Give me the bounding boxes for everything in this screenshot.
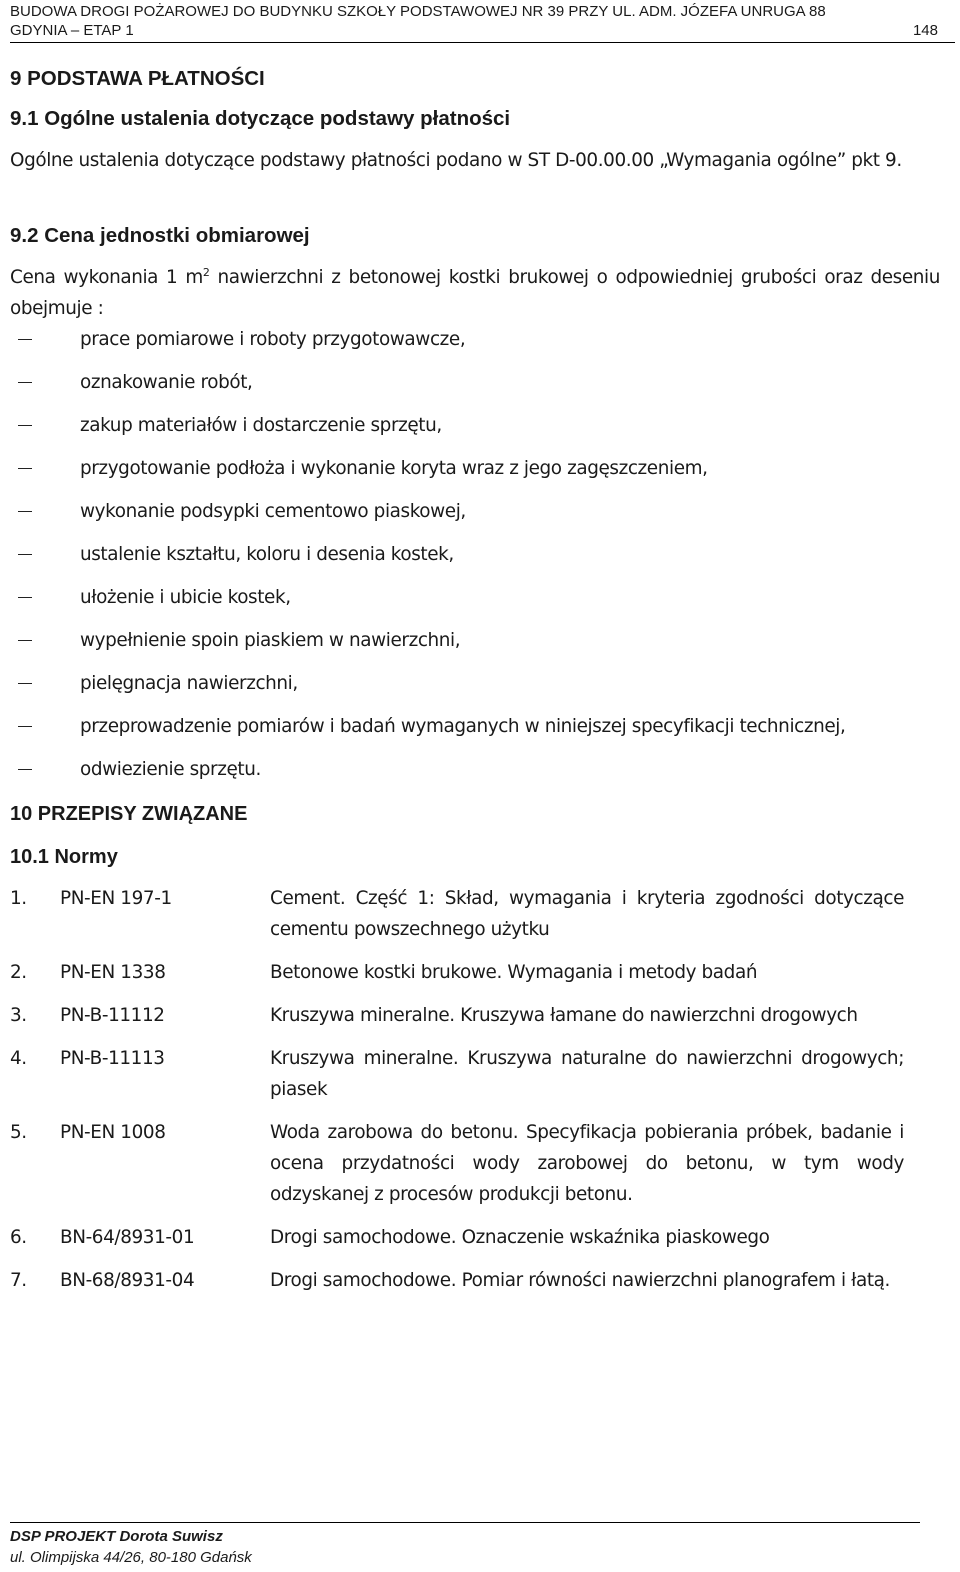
dash-bullet-icon — [18, 726, 32, 727]
header-divider — [10, 42, 955, 43]
list-item: odwiezienie sprzętu. — [10, 754, 940, 785]
standard-description: Woda zarobowa do betonu. Specyfikacja pobierania próbek, badanie i ocena przydatności wody zarobowej do betonu, w tym wody odzyskanej z procesów produkcji betonu. — [270, 1122, 904, 1205]
list-item: wypełnienie spoin piaskiem w nawierzchni, — [10, 625, 940, 656]
standard-number: 5. — [10, 1122, 27, 1143]
dash-bullet-icon — [18, 468, 32, 469]
standard-description: Betonowe kostki brukowe. Wymagania i metody badań — [270, 962, 758, 983]
section-9-heading: 9 PODSTAWA PŁATNOŚCI — [10, 67, 265, 90]
standard-item — [10, 1000, 940, 1031]
standard-code: PN-EN 197-1 — [60, 888, 172, 909]
standard-description: Cement. Część 1: Skład, wymagania i kryteria zgodności dotyczące cementu powszechnego użytku — [270, 888, 904, 940]
section-9-2-text: Cena wykonania 1 $m^2$ nawierzchni z betonowej kostki brukowej o odpowiedniej grubości oraz deseniu obejmuje : — [10, 265, 940, 319]
standard-item — [10, 1117, 940, 1210]
list-item: przygotowanie podłoża i wykonanie koryta wraz z jego zagęszczeniem, — [10, 453, 940, 484]
standard-item — [10, 1265, 940, 1296]
list-item: ułożenie i ubicie kostek, — [10, 582, 940, 613]
standard-number: 2. — [10, 962, 27, 983]
standard-code: PN-EN 1338 — [60, 962, 166, 983]
standard-description: Drogi samochodowe. Oznaczenie wskaźnika piaskowego — [270, 1227, 770, 1248]
standard-description: Kruszywa mineralne. Kruszywa łamane do nawierzchni drogowych — [270, 1005, 858, 1026]
list-item: wykonanie podsypki cementowo piaskowej, — [10, 496, 940, 527]
list-item: prace pomiarowe i roboty przygotowawcze, — [10, 324, 940, 355]
standard-item — [10, 1222, 940, 1253]
dash-bullet-icon — [18, 640, 32, 641]
dash-bullet-icon — [18, 769, 32, 770]
page-footer — [10, 1526, 252, 1568]
standard-code: PN-B-11113 — [60, 1048, 165, 1069]
dash-bullet-icon — [18, 597, 32, 598]
list-item: zakup materiałów i dostarczenie sprzętu, — [10, 410, 940, 441]
document-body — [10, 62, 940, 1308]
list-item: przeprowadzenie pomiarów i badań wymaganych w niniejszej specyfikacji technicznej, — [10, 711, 940, 742]
standard-number: 3. — [10, 1005, 27, 1026]
section-9-2-heading: 9.2 Cena jednostki obmiarowej — [10, 224, 310, 247]
footer-company: DSP PROJEKT Dorota Suwisz — [10, 1528, 223, 1545]
standard-description: Drogi samochodowe. Pomiar równości nawierzchni planografem i łatą. — [270, 1270, 890, 1291]
standard-code: BN-68/8931-04 — [60, 1270, 195, 1291]
section-10-heading: 10 PRZEPISY ZWIĄZANE — [10, 803, 248, 825]
superscript: 2 — [202, 265, 210, 279]
dash-bullet-icon — [18, 554, 32, 555]
dash-bullet-icon — [18, 511, 32, 512]
standard-number: 4. — [10, 1048, 27, 1069]
header-subtitle: GDYNIA – ETAP 1 — [10, 22, 134, 39]
section-10-1-heading: 10.1 Normy — [10, 846, 118, 868]
dash-bullet-icon — [18, 382, 32, 383]
list-item: ustalenie kształtu, koloru i desenia kostek, — [10, 539, 940, 570]
standard-code: BN-64/8931-01 — [60, 1227, 195, 1248]
dash-bullet-icon — [18, 683, 32, 684]
dash-bullet-icon — [18, 339, 32, 340]
standard-item — [10, 883, 940, 945]
page-header — [10, 2, 952, 40]
section-9-1-heading: 9.1 Ogólne ustalenia dotyczące podstawy płatności — [10, 107, 511, 130]
standard-code: PN-EN 1008 — [60, 1122, 166, 1143]
header-title: BUDOWA DROGI POŻAROWEJ DO BUDYNKU SZKOŁY PODSTAWOWEJ NR 39 PRZY UL. ADM. JÓZEFA UNRUGA 88 — [10, 3, 826, 20]
standard-number: 1. — [10, 888, 27, 909]
standard-description: Kruszywa mineralne. Kruszywa naturalne do nawierzchni drogowych; piasek — [270, 1048, 904, 1100]
standard-item — [10, 957, 940, 988]
standards-list — [10, 883, 940, 1296]
list-item: oznakowanie robót, — [10, 367, 940, 398]
standard-item — [10, 1043, 940, 1105]
footer-address: ul. Olimpijska 44/26, 80-180 Gdańsk — [10, 1549, 252, 1566]
list-item: pielęgnacja nawierzchni, — [10, 668, 940, 699]
standard-number: 7. — [10, 1270, 27, 1291]
scope-list — [10, 324, 940, 785]
section-9-1-text: Ogólne ustalenia dotyczące podstawy płatności podano w ST D-00.00.00 „Wymagania ogólne” pkt 9. — [10, 150, 902, 171]
dash-bullet-icon — [18, 425, 32, 426]
standard-number: 6. — [10, 1227, 27, 1248]
standard-code: PN-B-11112 — [60, 1005, 165, 1026]
footer-divider — [10, 1522, 920, 1523]
page-number: 148 — [912, 22, 938, 39]
